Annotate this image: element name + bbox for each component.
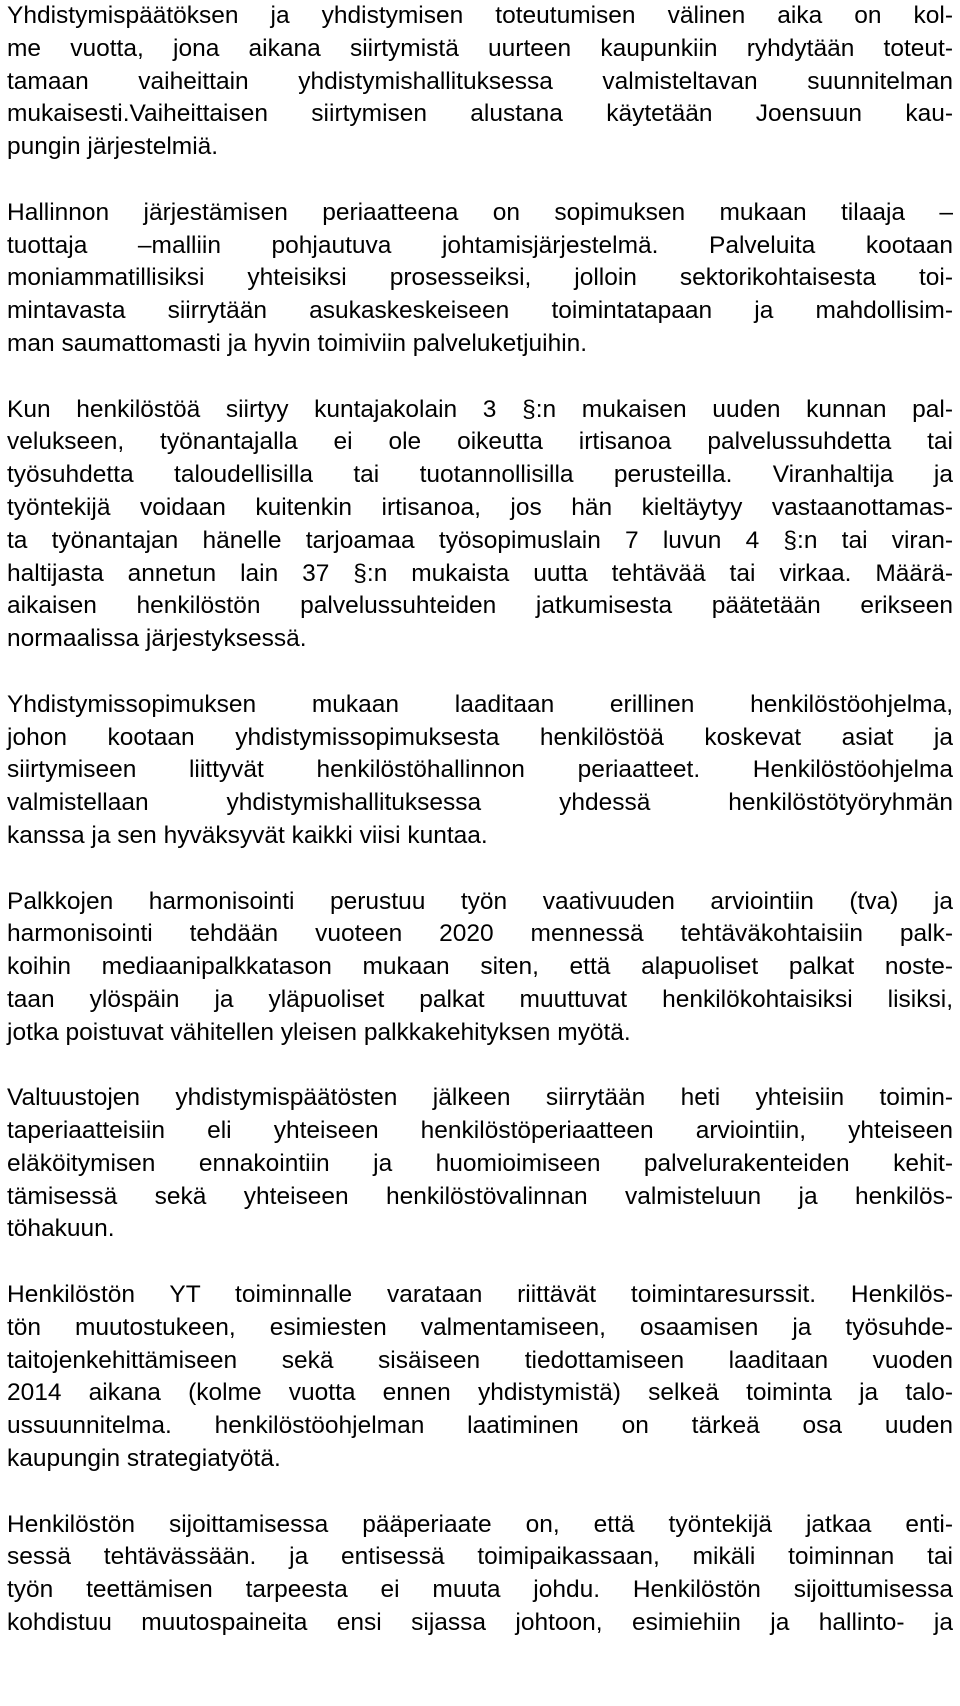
- paragraph: [7, 689, 953, 853]
- text-line: ta työnantajan hänelle tarjoamaa työsopimuslain 7 luvun 4 §:n tai viran-: [7, 526, 953, 554]
- text-line: tön muutostukeen, esimiesten valmentamiseen, osaamisen ja työsuhde-: [7, 1313, 953, 1341]
- paragraph-spacer: [7, 164, 953, 197]
- paragraph-spacer: [7, 1476, 953, 1509]
- text-line: jotka poistuvat vähitellen yleisen palkkakehityksen myötä.: [7, 1018, 631, 1046]
- text-line: harmonisointi tehdään vuoteen 2020 mennessä tehtäväkohtaisiin palk-: [7, 920, 953, 948]
- text-line: aikaisen henkilöstön palvelussuhteiden jatkumisesta päätetään erikseen: [7, 592, 953, 620]
- document-page: [7, 0, 953, 1640]
- text-line: tamaan vaiheittain yhdistymishallituksessa valmisteltavan suunnitelman: [7, 67, 953, 95]
- text-line: 2014 aikana (kolme vuotta ennen yhdistymistä) selkeä toiminta ja talo-: [7, 1379, 953, 1407]
- text-line: taperiaatteisiin eli yhteiseen henkilöstöperiaatteen arviointiin, yhteiseen: [7, 1117, 953, 1145]
- text-line: kanssa ja sen hyväksyvät kaikki viisi kuntaa.: [7, 821, 488, 849]
- text-line: työntekijä voidaan kuitenkin irtisanoa, jos hän kieltäytyy vastaanottamas-: [7, 493, 953, 521]
- text-line: Yhdistymissopimuksen mukaan laaditaan erillinen henkilöstöohjelma,: [7, 690, 953, 718]
- text-line: taitojenkehittämiseen sekä sisäiseen tiedottamiseen laaditaan vuoden: [7, 1346, 953, 1374]
- paragraph: [7, 1082, 953, 1246]
- text-line: Henkilöstön sijoittamisessa pääperiaate on, että työntekijä jatkaa enti-: [7, 1510, 953, 1538]
- text-line: mukaisesti.Vaiheittaisen siirtymisen alustana käytetään Joensuun kau-: [7, 100, 953, 128]
- text-line: Hallinnon järjestämisen periaatteena on sopimuksen mukaan tilaaja –: [7, 198, 953, 226]
- paragraph: [7, 886, 953, 1050]
- text-line: Palkkojen harmonisointi perustuu työn vaativuuden arviointiin (tva) ja: [7, 887, 953, 915]
- text-line: Kun henkilöstöä siirtyy kuntajakolain 3 §:n mukaisen uuden kunnan pal-: [7, 395, 953, 423]
- text-line: koihin mediaanipalkkatason mukaan siten, että alapuoliset palkat noste-: [7, 953, 953, 981]
- text-line: Valtuustojen yhdistymispäätösten jälkeen siirrytään heti yhteisiin toimin-: [7, 1084, 953, 1112]
- text-line: sessä tehtävässään. ja entisessä toimipaikassaan, mikäli toiminnan tai: [7, 1543, 953, 1571]
- text-line: Henkilöstön YT toiminnalle varataan riittävät toimintaresurssit. Henkilös-: [7, 1281, 953, 1309]
- text-line: ussuunnitelma. henkilöstöohjelman laatiminen on tärkeä osa uuden: [7, 1412, 953, 1440]
- text-line: Yhdistymispäätöksen ja yhdistymisen toteutumisen välinen aika on kol-: [7, 2, 953, 29]
- text-line: tämisessä sekä yhteiseen henkilöstövalinnan valmisteluun ja henkilös-: [7, 1182, 953, 1210]
- text-line: me vuotta, jona aikana siirtymistä uurteen kaupunkiin ryhdytään toteut-: [7, 34, 953, 62]
- paragraph: [7, 0, 953, 164]
- text-line: siirtymiseen liittyvät henkilöstöhallinnon periaatteet. Henkilöstöohjelma: [7, 756, 953, 784]
- text-line: normaalissa järjestyksessä.: [7, 625, 307, 653]
- text-line: johon kootaan yhdistymissopimuksesta henkilöstöä koskevat asiat ja: [7, 723, 953, 751]
- text-line: töhakuun.: [7, 1215, 115, 1243]
- text-line: haltijasta annetun lain 37 §:n mukaista uutta tehtävää tai virkaa. Määrä-: [7, 559, 953, 587]
- paragraph-spacer: [7, 656, 953, 689]
- text-line: mintavasta siirrytään asukaskeskeiseen toimintatapaan ja mahdollisim-: [7, 297, 953, 325]
- text-line: tuottaja –malliin pohjautuva johtamisjärjestelmä. Palveluita kootaan: [7, 231, 953, 259]
- text-line: velukseen, työnantajalla ei ole oikeutta irtisanoa palvelussuhdetta tai: [7, 428, 953, 456]
- text-line: man saumattomasti ja hyvin toimiviin palveluketjuihin.: [7, 329, 588, 357]
- text-line: pungin järjestelmiä.: [7, 133, 219, 161]
- text-line: kohdistuu muutospaineita ensi sijassa johtoon, esimiehiin ja hallinto- ja: [7, 1609, 953, 1637]
- paragraph-spacer: [7, 1246, 953, 1279]
- paragraph: [7, 1509, 953, 1640]
- paragraph: [7, 394, 953, 656]
- text-line: kaupungin strategiatyötä.: [7, 1445, 281, 1473]
- paragraph-spacer: [7, 1050, 953, 1083]
- text-line: työsuhdetta taloudellisilla tai tuotannollisilla perusteilla. Viranhaltija ja: [7, 461, 953, 489]
- text-line: työn teettämisen tarpeesta ei muuta johdu. Henkilöstön sijoittumisessa: [7, 1576, 953, 1604]
- paragraph-spacer: [7, 853, 953, 886]
- text-line: taan ylöspäin ja yläpuoliset palkat muuttuvat henkilökohtaisiksi lisiksi,: [7, 985, 953, 1013]
- paragraph: [7, 197, 953, 361]
- text-line: valmistellaan yhdistymishallituksessa yhdessä henkilöstötyöryhmän: [7, 789, 953, 817]
- text-line: eläköitymisen ennakointiin ja huomioimiseen palvelurakenteiden kehit-: [7, 1149, 953, 1177]
- paragraph: [7, 1279, 953, 1476]
- text-line: moniammatillisiksi yhteisiksi prosesseiksi, jolloin sektorikohtaisesta toi-: [7, 264, 953, 292]
- paragraph-spacer: [7, 361, 953, 394]
